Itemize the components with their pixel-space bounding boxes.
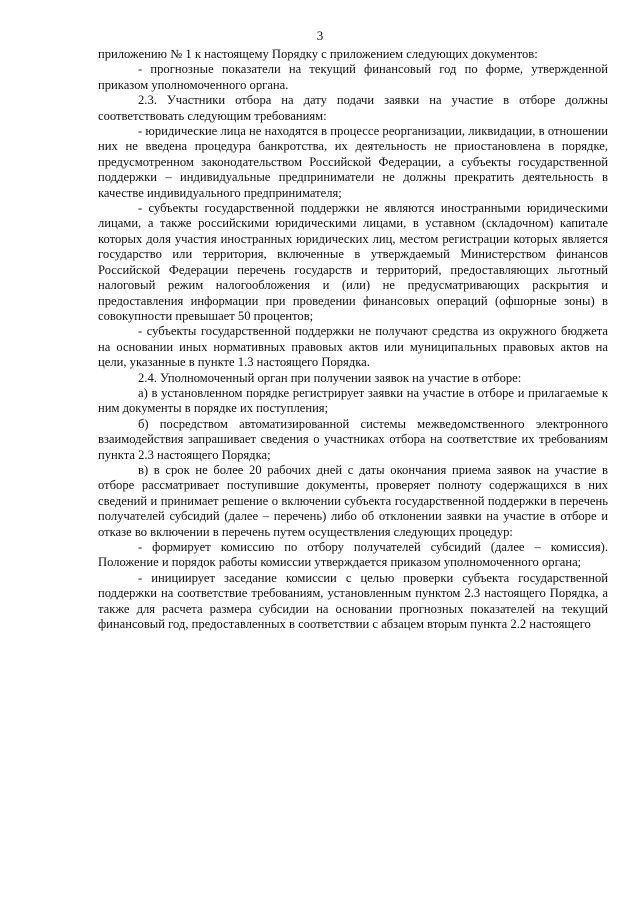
paragraph: - субъекты государственной поддержки не получают средства из окружного бюджета на основании иных нормативных правовых актов или муниципальных правовых актов на цели, указанные в пункте 1.3 настоящего Порядка. xyxy=(98,324,608,370)
paragraph: - инициирует заседание комиссии с целью проверки субъекта государственной поддержки на соответствие требованиям, установленным пунктом 2.3 настоящего Порядка, а также для расчета размера субсидии на основании прогнозных показателей на текущий финансовый год, предоставленных в соответствии с абзацем вторым пункта 2.2 настоящего xyxy=(98,570,608,632)
paragraph: - формирует комиссию по отбору получателей субсидий (далее – комиссия). Положение и порядок работы комиссии утверждается приказом уполномоченного органа; xyxy=(98,540,608,570)
paragraph: 2.4. Уполномоченный орган при получении заявок на участие в отборе: xyxy=(138,370,522,385)
paragraph: - юридические лица не находятся в процессе реорганизации, ликвидации, в отношении них не введена процедура банкротства, их деятельность не приостановлена в порядке, предусмотренном законодательством Российской Федерации, а субъекты государственной поддержки – индивидуальные предприниматели не должны прекратить деятельность в качестве индивидуального предпринимателя; xyxy=(98,124,608,200)
paragraph: приложению № 1 к настоящему Порядку с приложением следующих документов: xyxy=(98,47,538,61)
page-number: 3 xyxy=(316,28,324,43)
paragraph: - субъекты государственной поддержки не являются иностранными юридическими лицами, а также российскими юридическими лицами, в уставном (складочном) капитале которых доля участия иностранных юридических лиц, местом регистрации которых является государство или территория, включенные в утверждаемый Министерством финансов Российской Федерации перечень государств и территорий, предоставляющих льготный налоговый режим налогообложения и (или) не предусматривающих раскрытия и предоставления информации при проведении финансовых операций (офшорные зоны) в совокупности превышает 50 процентов; xyxy=(98,201,608,323)
paragraph: 2.3. Участники отбора на дату подачи заявки на участие в отборе должны соответствовать следующим требованиям: xyxy=(98,93,608,123)
paragraph: б) посредством автоматизированной системы межведомственного электронного взаимодействия запрашивает сведения о участниках отбора на соответствие их требованиям пункта 2.3 настоящего Порядка; xyxy=(98,416,608,462)
document-body xyxy=(98,47,608,632)
paragraph: в) в срок не более 20 рабочих дней с даты окончания приема заявок на участие в отборе рассматривает поступившие документы, проверяет полноту содержащихся в них сведений и принимает решение о включении субъекта государственной поддержки в перечень получателей субсидий (далее – перечень) либо об отклонении заявки на участие в отборе и отказе во включении в перечень путем осуществления следующих процедур: xyxy=(98,462,608,539)
paragraph: а) в установленном порядке регистрирует заявки на участие в отборе и прилагаемые к ним документы в порядке их поступления; xyxy=(98,385,608,416)
paragraph: - прогнозные показатели на текущий финансовый год по форме, утвержденной приказом уполномоченного органа. xyxy=(98,62,608,92)
